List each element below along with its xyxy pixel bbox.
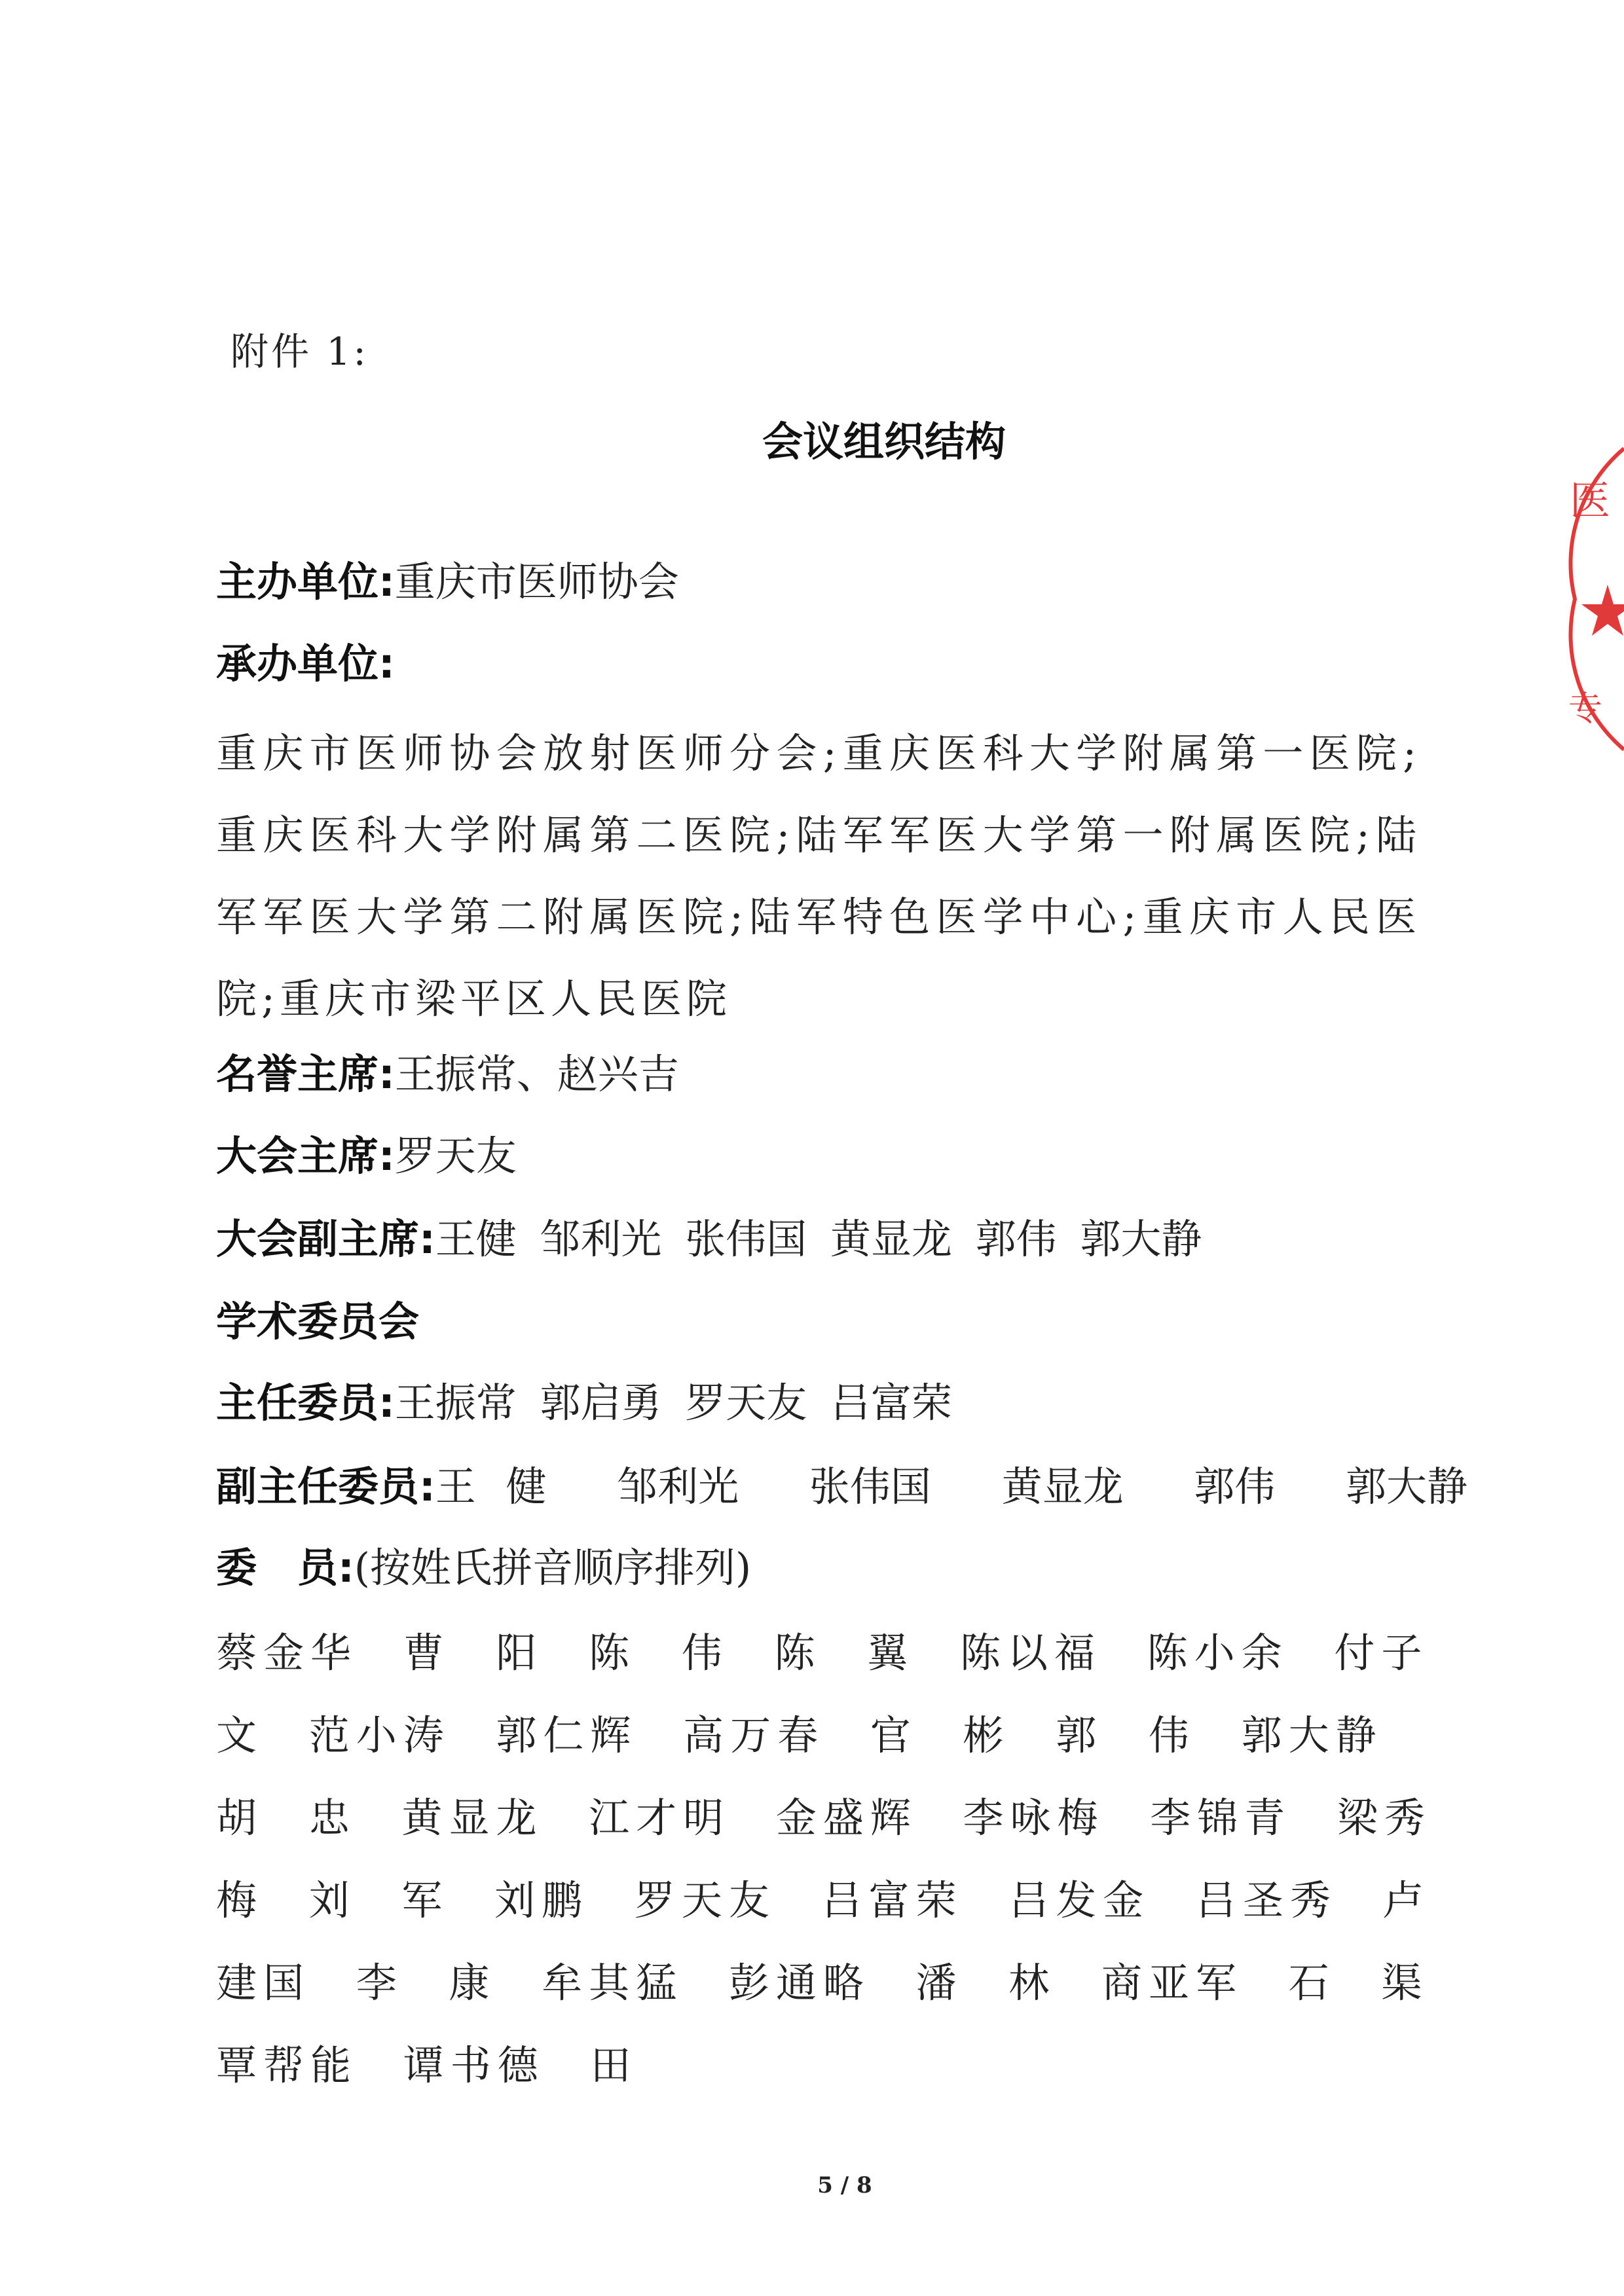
organizer-row	[216, 640, 395, 687]
honorary-chair-label: 名誉主席:	[216, 1050, 395, 1098]
chair-row	[216, 1132, 517, 1180]
document-title: 会议组织结构	[762, 418, 1006, 465]
organizer-label: 承办单位:	[216, 640, 395, 687]
honorary-chair-value: 王振常、赵兴吉	[394, 1050, 679, 1098]
seal-char-2: 专	[1568, 689, 1603, 729]
vice-chair-row	[216, 1215, 1202, 1263]
committee-members-label: 委 员:	[216, 1544, 354, 1592]
vice-chair-label: 大会副主席:	[216, 1215, 435, 1263]
committee-director-row	[216, 1379, 952, 1427]
committee-members-row	[216, 1544, 752, 1592]
committee-members-note: (按姓氏拼音顺序排列)	[354, 1544, 752, 1592]
committee-vice-director-label: 副主任委员:	[216, 1463, 435, 1510]
red-seal-stamp	[1562, 435, 1624, 763]
chair-label: 大会主席:	[216, 1132, 395, 1180]
committee-vice-director-value: 王 健 邹利光 张伟国 黄显龙 郭伟 郭大静	[435, 1463, 1468, 1510]
committee-members-list: 蔡金华 曹 阳 陈 伟 陈 翼 陈以福 陈小余 付子文 范小涛 郭仁辉 高万春 官 彬 郭 伟 郭大静 胡 忠 黄显龙 江才明 金盛辉 李咏梅 李锦青 梁秀梅 刘 军 刘鹏 罗天友 吕富荣 吕发金 吕圣秀 卢建国 李 康 牟其猛 彭通略 潘 林 商亚军 石 渠 覃帮能 谭书德 田	[216, 1629, 1431, 2089]
organizer-list: 重庆市医师协会放射医师分会;重庆医科大学附属第一医院;重庆医科大学附属第二医院;陆军军医大学第一附属医院;陆军军医大学第二附属医院;陆军特色医学中心;重庆市人民医院;重庆市梁平区人民医院	[216, 729, 1421, 1023]
committee-heading: 学术委员会	[216, 1298, 420, 1345]
host-label: 主办单位:	[216, 558, 395, 606]
attachment-label: 附件 1:	[231, 329, 369, 374]
honorary-chair-row	[216, 1050, 679, 1098]
committee-heading-row	[216, 1298, 420, 1345]
chair-value: 罗天友	[394, 1132, 517, 1180]
page-number: 5 / 8	[817, 2172, 872, 2198]
vice-chair-value: 王健 邹利光 张伟国 黄显龙 郭伟 郭大静	[435, 1215, 1202, 1263]
committee-director-label: 主任委员:	[216, 1379, 395, 1427]
committee-director-value: 王振常 郭启勇 罗天友 吕富荣	[394, 1379, 952, 1427]
committee-vice-director-row	[216, 1463, 1468, 1510]
seal-char-1: 医	[1570, 477, 1611, 524]
host-value: 重庆市医师协会	[394, 558, 679, 606]
host-row	[216, 558, 679, 606]
